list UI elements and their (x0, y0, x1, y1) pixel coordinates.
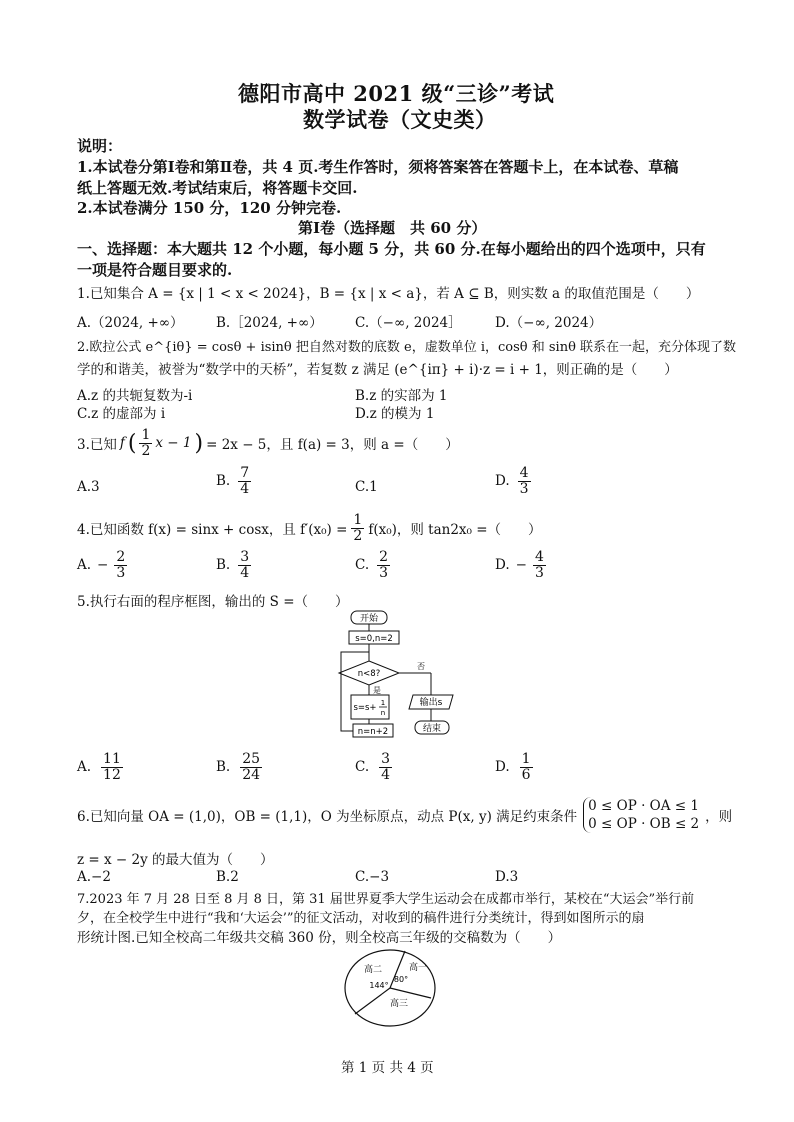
q3-option-b-den: 4 (240, 480, 250, 497)
q3-f: f (119, 435, 125, 452)
q7-line3: 形统计图.已知全校高二年级共交稿 360 份，则全校高三年级的交稿数为（ ） (77, 930, 562, 946)
q3-half-fraction: $\frac{1}{2}$ (141, 427, 151, 459)
flow-assign-label: s=s+ (353, 703, 377, 713)
q5-option-d-den: 6 (521, 766, 531, 783)
flow-init-label: s=0,n=2 (355, 634, 393, 644)
notes-item2: 2.本试卷满分 150 分，120 分钟完卷. (77, 199, 342, 217)
q5-option-d-label: D. (495, 759, 510, 776)
q3-option-a: A.3 (77, 479, 100, 495)
q4-option-a-fraction (114, 550, 127, 580)
q3-inner: x − 1 (155, 435, 192, 452)
pie-label-grade3: 高三 (389, 999, 409, 1009)
q4-option-c-den: 3 (379, 564, 389, 581)
pie-angle-80: 80° (393, 975, 409, 984)
q4-option-b (216, 550, 251, 580)
flow-yes-label: 是 (373, 686, 381, 695)
exam-title: 德阳市高中 2021 级“三诊”考试 (238, 81, 555, 106)
q3-option-d-label: D. (495, 473, 510, 490)
q5-option-b (216, 752, 262, 782)
section-title: 第Ⅰ卷（选择题 共 60 分） (298, 219, 487, 237)
q4-option-c-num: 2 (379, 549, 389, 565)
q6-option-c: C.−3 (355, 869, 390, 885)
q7-pie-chart (335, 946, 445, 1036)
q6-constraints (583, 797, 699, 833)
q1-stem: 1.已知集合 A = {x | 1 < x < 2024}，B = {x | x < a}，若 A ⊆ B，则实数 a 的取值范围是（ ） (77, 286, 700, 302)
page-footer: 第 1 页 共 4 页 (341, 1060, 434, 1076)
q4-option-c-fraction (377, 550, 390, 580)
q6-option-d: D.3 (495, 869, 519, 885)
q4-option-b-num: 3 (240, 549, 250, 565)
q2-option-d: D.z 的模为 1 (355, 406, 435, 422)
q3-option-b-num: 7 (240, 465, 250, 481)
q5-option-b-label: B. (216, 759, 231, 776)
q5-flowchart (335, 607, 465, 743)
q6-tail: ，则 (705, 809, 733, 826)
flow-assign-num: 1 (380, 699, 386, 707)
q5-option-b-den: 24 (242, 766, 261, 783)
q4-option-a-label: A. (77, 557, 92, 574)
q4-option-d-fraction (533, 550, 546, 580)
q6-cond1: 0 ≤ OP · OA ≤ 1 (588, 798, 699, 814)
q4-prefix: 4.已知函数 f(x) = sinx + cosx，且 f′(x₀) = (77, 522, 348, 539)
q6-cond2: 0 ≤ OP · OB ≤ 2 (588, 816, 700, 833)
q3-option-c: C.1 (355, 479, 378, 495)
q4-option-d-sign: − (515, 557, 527, 574)
flow-output-label: 输出s (419, 698, 443, 708)
q5-option-d-num: 1 (521, 751, 531, 767)
pie-label-grade2: 高二 (363, 965, 383, 975)
q4-option-b-label: B. (216, 557, 231, 574)
q1-option-b: B.［2024, +∞） (216, 315, 323, 331)
q5-option-a-fraction (101, 752, 123, 782)
flow-inc-label: n=n+2 (357, 727, 389, 737)
q1-option-a: A.（2024, +∞） (77, 315, 184, 331)
q3-paren-open: ( (127, 430, 137, 456)
q3-option-b-fraction (238, 466, 251, 496)
q5-option-c-label: C. (355, 759, 370, 776)
q6-stem-text: 6.已知向量 OA = (1,0)，OB = (1,1)，O 为坐标原点，动点 P(x, y) 满足约束条件 (77, 809, 578, 826)
q3-option-b (216, 466, 251, 496)
q6-stem (77, 797, 732, 833)
q4-option-d (495, 550, 546, 580)
q3-paren-close: ) (194, 430, 204, 456)
notes-item1-line2: 纸上答题无效.考试结束后，将答题卡交回. (77, 179, 358, 197)
q5-option-c-num: 3 (381, 751, 391, 767)
q6-option-a: A.−2 (77, 869, 111, 885)
q3-option-d-num: 4 (519, 465, 529, 481)
q5-stem: 5.执行右面的程序框图，输出的 S =（ ） (77, 594, 349, 610)
flow-assign-den: n (380, 709, 386, 717)
q1-option-d: D.（−∞, 2024） (495, 315, 603, 331)
q4-option-a-num: 2 (116, 549, 126, 565)
q3-rhs: = 2x − 5，且 f(a) = 3，则 a =（ ） (206, 437, 459, 454)
pie-angle-144: 144° (369, 981, 389, 990)
q1-option-c: C.（−∞, 2024］ (355, 315, 462, 331)
q4-option-a-den: 3 (116, 564, 126, 581)
flow-cond-label: n<8? (357, 669, 381, 679)
q2-option-b: B.z 的实部为 1 (355, 388, 448, 404)
q5-option-c-den: 4 (381, 766, 391, 783)
q3-stem (77, 428, 459, 458)
q6-line2: z = x − 2y 的最大值为（ ） (77, 852, 274, 868)
pie-label-grade1: 高一 (408, 963, 428, 973)
exam-subtitle: 数学试卷（文史类） (303, 107, 497, 132)
q3-option-d-den: 3 (519, 480, 529, 497)
q5-option-b-num: 25 (242, 751, 261, 767)
pie-divider-left (355, 988, 390, 1014)
flow-end-label: 结束 (422, 724, 442, 734)
q5-option-c-fraction (379, 752, 392, 782)
q7-line1: 7.2023 年 7 月 28 日至 8 月 8 日，第 31 届世界夏季大学生运动会在成都市举行，某校在“大运会”举行前 (77, 892, 695, 907)
q5-option-a-label: A. (77, 759, 92, 776)
section-intro-line1: 一、选择题：本大题共 12 个小题，每小题 5 分，共 60 分.在每小题给出的四个选项中，只有 (77, 240, 706, 258)
q4-option-b-fraction (238, 550, 251, 580)
q6-option-b: B.2 (216, 869, 239, 885)
pie-divider-right (390, 988, 431, 998)
q5-option-a-num: 11 (103, 751, 121, 767)
q5-option-b-fraction (240, 752, 262, 782)
q4-option-d-den: 3 (534, 564, 544, 581)
q4-suffix: f(x₀)，则 tan2x₀ =（ ） (368, 522, 542, 539)
q3-option-b-label: B. (216, 473, 231, 490)
q3-prefix: 3.已知 (77, 437, 117, 454)
q4-option-c (355, 550, 390, 580)
q3-option-d-fraction (518, 466, 531, 496)
q3-option-d (495, 466, 531, 496)
q4-option-d-num: 4 (534, 549, 544, 565)
flow-no-label: 否 (417, 662, 425, 671)
q4-option-c-label: C. (355, 557, 370, 574)
notes-label: 说明： (77, 137, 123, 155)
section-intro-line2: 一项是符合题目要求的. (77, 261, 233, 279)
q4-option-d-label: D. (495, 557, 510, 574)
q4-option-b-den: 4 (240, 564, 250, 581)
q4-option-a-sign: − (97, 557, 109, 574)
q5-option-d (495, 752, 533, 782)
q2-line2: 学的和谐美，被誉为“数学中的天桥”，若复数 z 满足 (e^{iπ} + i)·z = i + 1，则正确的是（ ） (77, 362, 678, 378)
q2-option-a: A.z 的共轭复数为-i (77, 388, 193, 404)
flow-start-label: 开始 (359, 614, 379, 624)
q5-option-a-den: 12 (103, 766, 121, 783)
q2-line1: 2.欧拉公式 e^{iθ} = cosθ + isinθ 把自然对数的底数 e，虚数单位 i，cosθ 和 sinθ 联系在一起，充分体现了数 (77, 340, 737, 355)
q5-option-d-fraction (520, 752, 533, 782)
q5-option-a (77, 752, 123, 782)
q4-option-a (77, 550, 127, 580)
q7-line2: 夕，在全校学生中进行“我和‘大运会’”的征文活动，对收到的稿件进行分类统计，得到如图所示的扇 (77, 911, 645, 926)
q4-stem (77, 513, 542, 543)
q5-option-c (355, 752, 392, 782)
q2-option-c: C.z 的虚部为 i (77, 406, 166, 422)
notes-item1-line1: 1.本试卷分第Ⅰ卷和第Ⅱ卷，共 4 页.考生作答时，须将答案答在答题卡上，在本试卷、草稿 (77, 158, 679, 176)
q4-half-fraction: $\frac{1}{2}$ (353, 512, 363, 544)
